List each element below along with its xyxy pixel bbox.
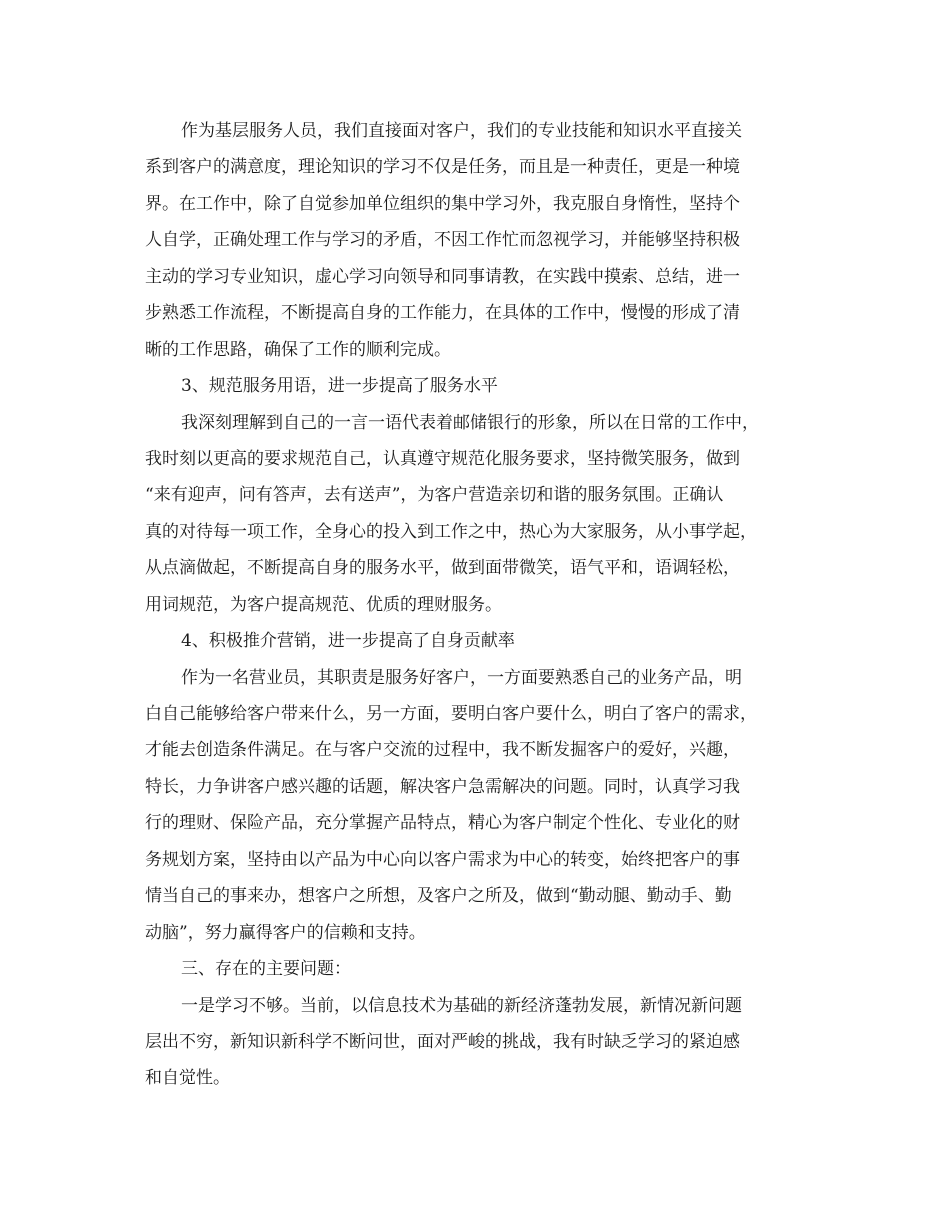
text-line: 动脑”，努力赢得客户的信赖和支持。 [145,922,426,943]
text-line: 4、积极推介营销，进一步提高了自身贡献率 [181,631,515,652]
text-line: 人自学，正确处理工作与学习的矛盾，不因工作忙而忽视学习，并能够坚持积极 [145,230,740,251]
text-line: 晰的工作思路，确保了工作的顺利完成。 [145,339,451,360]
text-line: 才能去创造条件满足。在与客户交流的过程中，我不断发掘客户的爱好，兴趣， [145,740,740,761]
text-line: 情当自己的事来办，想客户之所想，及客户之所及，做到“勤动腿、勤动手、勤 [145,886,732,907]
text-line: 作为一名营业员，其职责是服务好客户，一方面要熟悉自己的业务产品，明 [181,667,742,688]
text-line: 系到客户的满意度，理论知识的学习不仅是任务，而且是一种责任，更是一种境 [145,157,740,178]
text-line: 特长，力争讲客户感兴趣的话题，解决客户急需解决的问题。同时，认真学习我 [145,776,740,797]
text-line: 层出不穷，新知识新科学不断问世，面对严峻的挑战，我有时缺乏学习的紧迫感 [145,1031,740,1052]
text-line: “来有迎声，问有答声，去有送声”，为客户营造亲切和谐的服务氛围。正确认 [145,485,724,506]
text-line: 从点滴做起，不断提高自身的服务水平，做到面带微笑，语气平和，语调轻松， [145,558,740,579]
text-line: 作为基层服务人员，我们直接面对客户，我们的专业技能和知识水平直接关 [181,121,742,141]
text-line: 三、存在的主要问题： [181,959,351,980]
text-line: 3、规范服务用语，进一步提高了服务水平 [181,376,498,397]
text-line: 行的理财、保险产品，充分掌握产品特点，精心为客户制定个性化、专业化的财 [145,813,740,834]
text-line: 我深刻理解到自己的一言一语代表着邮储银行的形象，所以在日常的工作中， [181,412,759,433]
text-line: 一是学习不够。当前，以信息技术为基础的新经济蓬勃发展，新情况新问题 [181,995,742,1016]
text-line: 和自觉性。 [145,1068,230,1089]
text-line: 白自己能够给客户带来什么，另一方面，要明白客户要什么，明白了客户的需求， [145,704,757,724]
text-line: 界。在工作中，除了自觉参加单位组织的集中学习外，我克服自身惰性，坚持个 [145,193,740,214]
text-line: 真的对待每一项工作，全身心的投入到工作之中，热心为大家服务，从小事学起， [145,521,757,542]
document-body [145,113,805,1097]
text-line: 我时刻以更高的要求规范自己，认真遵守规范化服务要求，坚持微笑服务，做到 [145,448,740,469]
text-line: 务规划方案，坚持由以产品为中心向以客户需求为中心的转变，始终把客户的事 [145,849,740,870]
text-line: 用词规范，为客户提高规范、优质的理财服务。 [145,594,502,615]
text-line: 步熟悉工作流程，不断提高自身的工作能力，在具体的工作中，慢慢的形成了清 [145,303,740,324]
text-line: 主动的学习专业知识，虚心学习向领导和同事请教，在实践中摸索、总结，进一 [145,266,740,287]
